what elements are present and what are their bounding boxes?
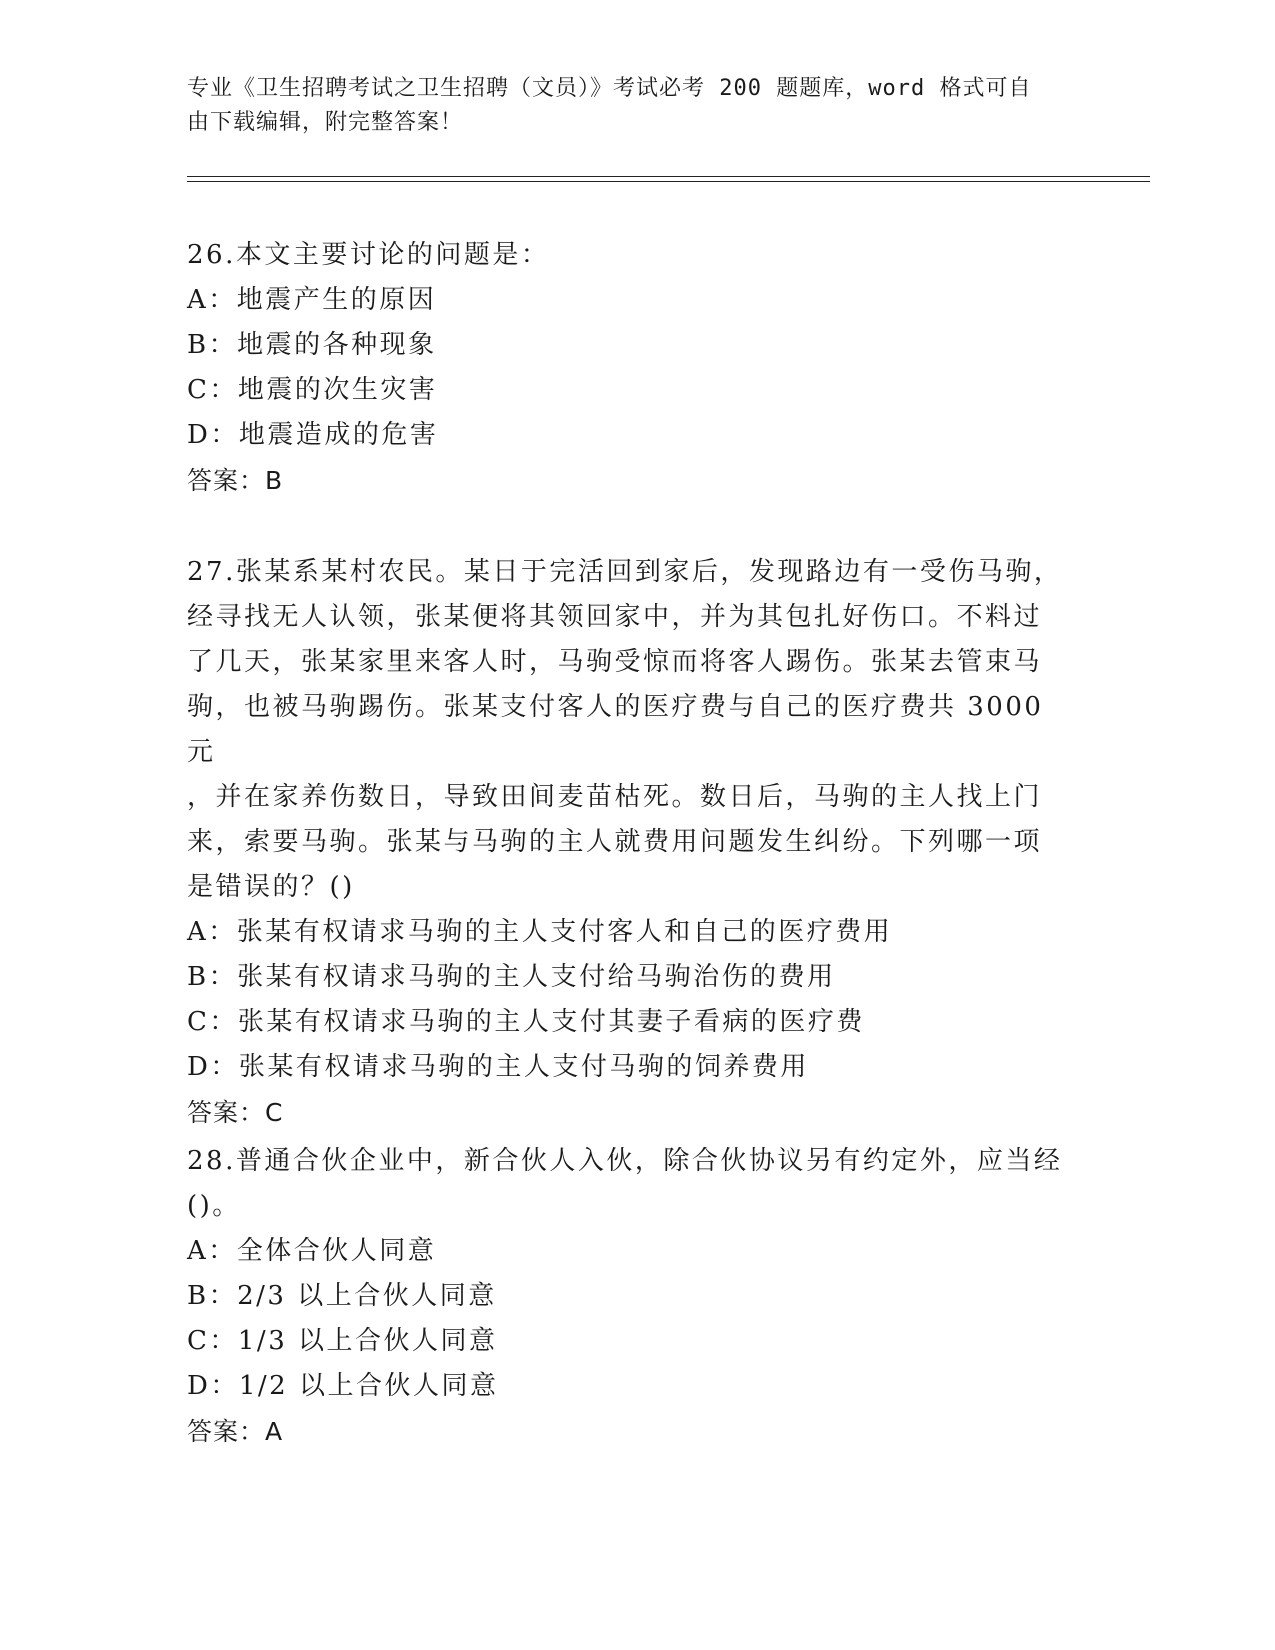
answer-label: 答案：B [187, 466, 284, 495]
question-stem-line: 驹，也被马驹踢伤。张某支付客人的医疗费与自己的医疗费共 3000 元 [187, 692, 1044, 767]
header-divider-top [187, 176, 1150, 177]
option-b: B：地震的各种现象 [187, 330, 437, 360]
question-stem-line: 是错误的？() [187, 872, 355, 902]
question-stem-line: 来，索要马驹。张某与马驹的主人就费用问题发生纠纷。下列哪一项 [187, 827, 1043, 857]
option-d: D：1/2 以上合伙人同意 [187, 1371, 499, 1401]
option-a: A：全体合伙人同意 [187, 1236, 437, 1266]
question-stem-line: 了几天，张某家里来客人时，马驹受惊而将客人踢伤。张某去管束马 [187, 647, 1043, 677]
option-b: B：张某有权请求马驹的主人支付给马驹治伤的费用 [187, 962, 836, 992]
question-stem: 26.本文主要讨论的问题是： [187, 240, 550, 270]
header-line-2: 由下载编辑，附完整答案！ [187, 110, 464, 135]
question-stem-line: 27.张某系某村农民。某日于完活回到家后，发现路边有一受伤马驹， [187, 557, 1063, 587]
option-d: D：张某有权请求马驹的主人支付马驹的饲养费用 [187, 1052, 809, 1082]
question-stem-line: 经寻找无人认领，张某便将其领回家中，并为其包扎好伤口。不料过 [187, 602, 1043, 632]
header-divider-bottom [187, 181, 1150, 182]
option-a: A：地震产生的原因 [187, 285, 437, 315]
answer-label: 答案：A [187, 1417, 284, 1446]
option-c: C：地震的次生灾害 [187, 375, 438, 405]
question-stem-line: ()。 [187, 1191, 241, 1221]
question-27 [187, 550, 1067, 1135]
answer-label: 答案：C [187, 1098, 284, 1127]
question-28 [187, 1139, 1067, 1454]
question-26 [187, 233, 1067, 503]
option-c: C：1/3 以上合伙人同意 [187, 1326, 498, 1356]
option-c: C：张某有权请求马驹的主人支付其妻子看病的医疗费 [187, 1007, 865, 1037]
option-a: A：张某有权请求马驹的主人支付客人和自己的医疗费用 [187, 917, 893, 947]
header-line-1: 专业《卫生招聘考试之卫生招聘（文员）》考试必考 200 题题库，word 格式可自 [187, 76, 1032, 101]
option-b: B：2/3 以上合伙人同意 [187, 1281, 497, 1311]
option-d: D：地震造成的危害 [187, 420, 439, 450]
question-stem-line: 28.普通合伙企业中，新合伙人入伙，除合伙协议另有约定外，应当经 [187, 1146, 1063, 1176]
document-header [187, 72, 1067, 140]
question-stem-line: ，并在家养伤数日，导致田间麦苗枯死。数日后，马驹的主人找上门 [187, 782, 1043, 812]
